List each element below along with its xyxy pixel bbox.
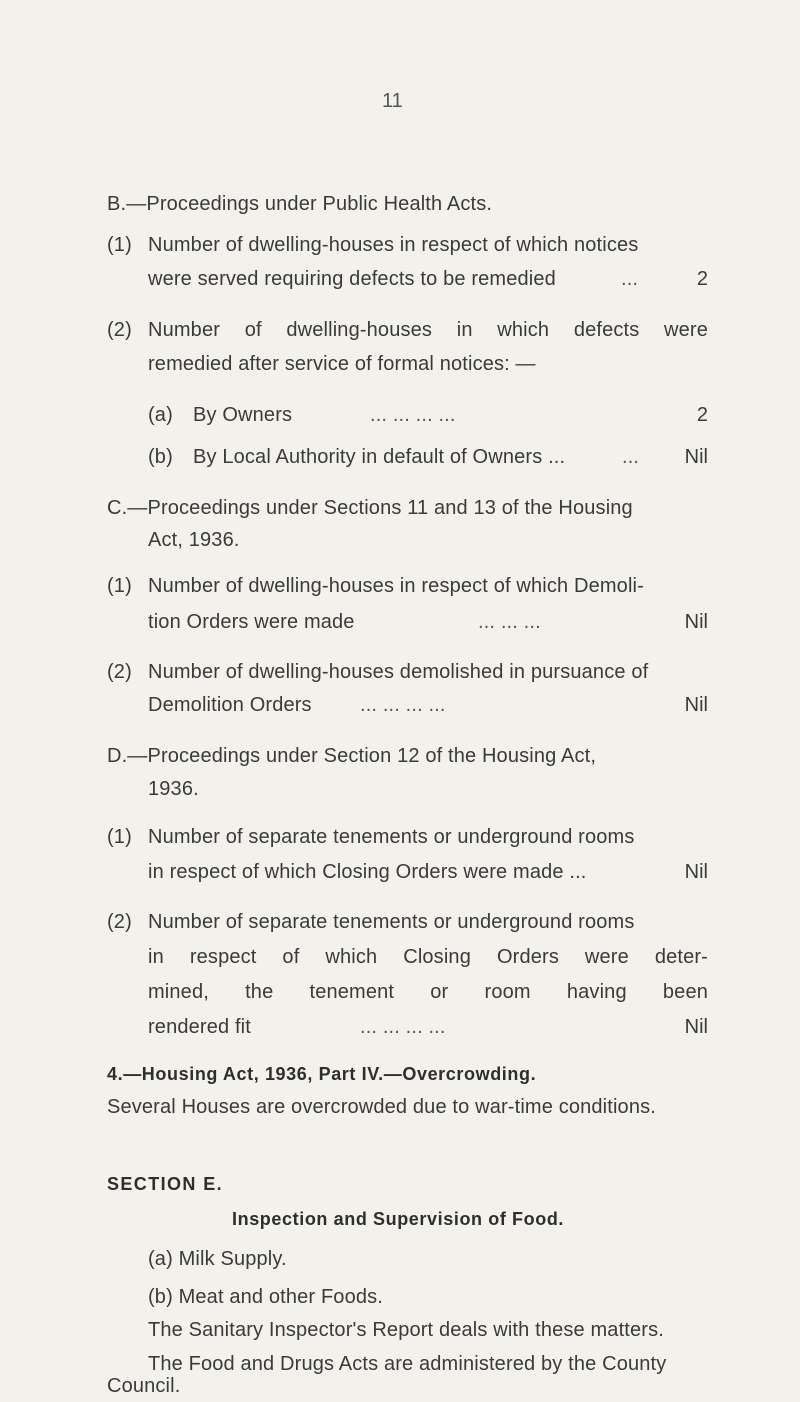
section-d-item2-dots: ... ... ... ... [360, 1016, 446, 1038]
section-c-item2-value: Nil [684, 694, 708, 716]
section-b-item2-number: (2) [107, 319, 132, 341]
section-e-item-b: (b) Meat and other Foods. [148, 1286, 383, 1308]
housing-act-text: Several Houses are overcrowded due to war-time conditions. [107, 1096, 656, 1118]
section-e-paragraph-1: The Sanitary Inspector's Report deals with these matters. [148, 1319, 664, 1341]
section-e-subheading: Inspection and Supervision of Food. [232, 1209, 565, 1229]
section-d-heading-line2: 1936. [148, 778, 199, 800]
section-c-item2-line2: Demolition Orders [148, 694, 312, 716]
section-d-item2-line3: mined, the tenement or room having been [148, 981, 708, 1003]
section-c-item1-value: Nil [684, 611, 708, 633]
section-d-item1-line2: in respect of which Closing Orders were made ... [148, 861, 587, 883]
section-d-item2-line1: Number of separate tenements or underground rooms [148, 911, 635, 933]
section-b-sub-b-text: By Local Authority in default of Owners ... [193, 446, 566, 468]
section-d-item1-line1: Number of separate tenements or underground rooms [148, 826, 635, 848]
housing-act-heading: 4.—Housing Act, 1936, Part IV.—Overcrowding. [107, 1064, 537, 1084]
section-b-sub-b-dots: ... [622, 446, 640, 468]
section-b-sub-a-label: (a) [148, 404, 173, 426]
page-number: 11 [382, 90, 403, 112]
section-b-item1-dots: ... [621, 268, 639, 290]
section-c-item1-line2: tion Orders were made [148, 611, 355, 633]
section-b-sub-b-label: (b) [148, 446, 173, 468]
section-b-item2-line2: remedied after service of formal notices: — [148, 353, 536, 375]
section-b-sub-a-value: 2 [696, 404, 708, 426]
section-d-item1-number: (1) [107, 826, 132, 848]
section-d-heading-line1: D.—Proceedings under Section 12 of the Housing Act, [107, 745, 597, 767]
section-c-item1-dots: ... ... ... [478, 611, 541, 633]
section-d-item1-value: Nil [684, 861, 708, 883]
section-e-paragraph-2-line1: The Food and Drugs Acts are administered by the County [148, 1353, 667, 1375]
section-e-item-a: (a) Milk Supply. [148, 1248, 287, 1270]
section-b-sub-a-text: By Owners [193, 404, 293, 426]
section-d-item2-number: (2) [107, 911, 132, 933]
section-b-heading: B.—Proceedings under Public Health Acts. [107, 193, 493, 215]
section-b-item1-number: (1) [107, 234, 132, 256]
section-c-heading-line1: C.—Proceedings under Sections 11 and 13 of the Housing [107, 497, 633, 519]
section-b-item2-line1: Number of dwelling-houses in which defects were [148, 319, 708, 341]
section-e-council-word: Council. [107, 1375, 181, 1397]
section-b-sub-b-value: Nil [684, 446, 708, 468]
section-c-item1-line1: Number of dwelling-houses in respect of which Demoli- [148, 575, 644, 597]
section-e-heading: SECTION E. [107, 1174, 224, 1194]
section-d-item2-line4: rendered fit [148, 1016, 251, 1038]
section-c-heading-line2: Act, 1936. [148, 529, 240, 551]
section-b-item1-line1: Number of dwelling-houses in respect of which notices [148, 234, 639, 256]
section-d-item2-value: Nil [684, 1016, 708, 1038]
section-b-sub-a-dots: ... ... ... ... [370, 404, 456, 426]
section-c-item1-number: (1) [107, 575, 132, 597]
section-b-item1-value: 2 [696, 268, 708, 290]
section-c-item2-number: (2) [107, 661, 132, 683]
section-c-item2-line1: Number of dwelling-houses demolished in pursuance of [148, 661, 649, 683]
section-c-item2-dots: ... ... ... ... [360, 694, 446, 716]
section-b-item1-line2: were served requiring defects to be remedied [148, 268, 556, 290]
section-d-item2-line2: in respect of which Closing Orders were deter- [148, 946, 708, 968]
